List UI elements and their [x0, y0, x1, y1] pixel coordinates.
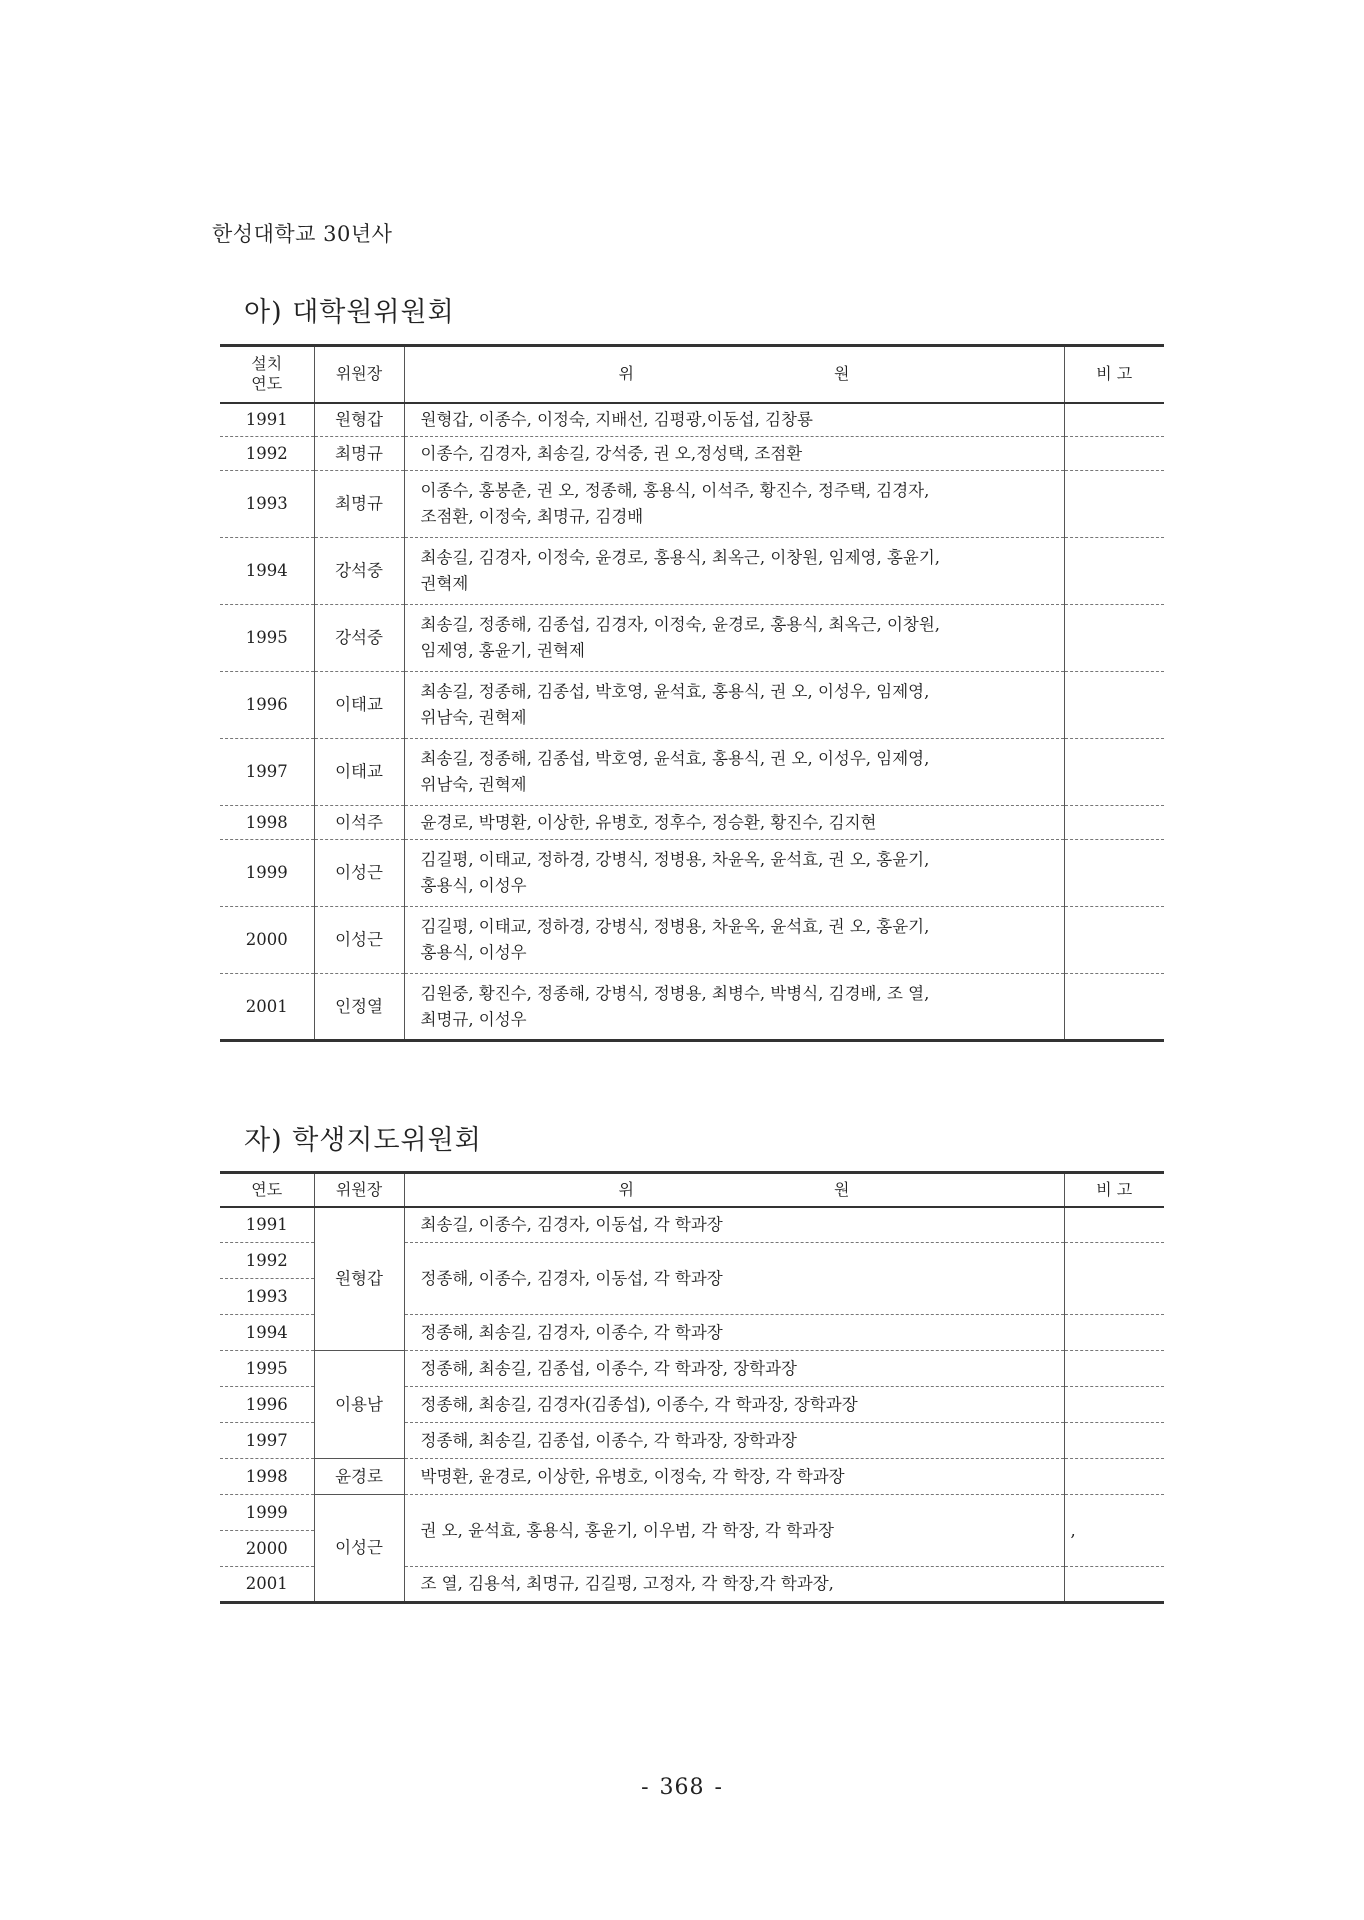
note-cell [1064, 840, 1164, 907]
chair-cell: 이성근 [314, 1495, 404, 1603]
chair-cell: 이성근 [314, 907, 404, 974]
table-row [220, 471, 1164, 538]
year-cell: 1997 [245, 762, 288, 781]
year-cell: 1993 [245, 1286, 288, 1306]
members-cell [404, 672, 1064, 739]
year-cell: 1998 [245, 812, 288, 832]
year-cell: 1994 [245, 561, 288, 580]
note-cell [1064, 605, 1164, 672]
header-chair: 위원장 [314, 346, 404, 403]
chair-cell: 이용남 [314, 1351, 404, 1459]
table-row [220, 840, 1164, 907]
members-cell [404, 840, 1064, 907]
note-cell [1064, 1207, 1164, 1243]
members-cell: 정종해, 최송길, 김종섭, 이종수, 각 학과장, 장학과장 [404, 1351, 1064, 1387]
chair-cell: 윤경로 [314, 1459, 404, 1495]
note-cell [1064, 538, 1164, 605]
note-cell [1064, 739, 1164, 806]
members-cell: 최송길, 이종수, 김경자, 이동섭, 각 학과장 [404, 1207, 1064, 1243]
year-cell: 1993 [245, 494, 288, 513]
members-cell: 박명환, 윤경로, 이상한, 유병호, 이정숙, 각 학장, 각 학과장 [404, 1459, 1064, 1495]
table-row [220, 739, 1164, 806]
members-cell [404, 907, 1064, 974]
members-line: 홍용식, 이성우 [420, 876, 527, 895]
members-line: 위남숙, 권혁제 [420, 708, 527, 727]
chair-cell: 이태교 [314, 672, 404, 739]
year-cell: 1999 [245, 863, 288, 882]
graduate-committee-table [220, 344, 1164, 1042]
members-line: 최송길, 정종해, 김종섭, 김경자, 이정숙, 윤경로, 홍용식, 최옥근, 이창원, [420, 615, 941, 634]
note-cell [1064, 403, 1164, 437]
table-row [220, 605, 1164, 672]
note-cell [1064, 1315, 1164, 1351]
members-cell [404, 739, 1064, 806]
year-cell: 1991 [245, 409, 288, 429]
header-members: 위 원 [404, 346, 1064, 403]
chair-cell: 강석중 [314, 605, 404, 672]
members-line: 최송길, 정종해, 김종섭, 박호영, 윤석효, 홍용식, 권 오, 이성우, 임제영, [420, 749, 930, 768]
members-cell: 정종해, 최송길, 김종섭, 이종수, 각 학과장, 장학과장 [404, 1423, 1064, 1459]
table-row [220, 437, 1164, 471]
chair-cell: 원형갑 [314, 403, 404, 437]
header-note: 비 고 [1064, 346, 1164, 403]
student-guidance-committee-table [220, 1171, 1164, 1604]
note-cell [1064, 471, 1164, 538]
table-header-row [220, 1173, 1164, 1207]
page-number: - 368 - [641, 1775, 723, 1800]
members-cell: 윤경로, 박명환, 이상한, 유병호, 정후수, 정승환, 황진수, 김지현 [404, 806, 1064, 840]
graduate-committee-title: 아) 대학원위원회 [244, 297, 455, 328]
year-cell: 2000 [245, 1538, 288, 1558]
members-cell: 이종수, 김경자, 최송길, 강석중, 권 오,정성택, 조점환 [404, 437, 1064, 471]
note-cell [1064, 806, 1164, 840]
members-line: 권혁제 [420, 574, 469, 593]
page-number-value: 368 [659, 1775, 705, 1800]
year-cell: 1995 [245, 1358, 288, 1378]
chair-cell: 이성근 [314, 840, 404, 907]
note-cell [1064, 672, 1164, 739]
chair-cell: 이석주 [314, 806, 404, 840]
year-cell: 1996 [245, 695, 288, 714]
header-members: 위 원 [404, 1173, 1064, 1207]
note-cell: , [1064, 1495, 1164, 1567]
note-cell [1064, 1423, 1164, 1459]
year-cell: 1994 [245, 1322, 288, 1342]
header-year: 연도 [251, 1179, 283, 1199]
members-line: 김길평, 이태교, 정하경, 강병식, 정병용, 차윤옥, 윤석효, 권 오, 홍윤기, [420, 850, 930, 869]
year-cell: 2001 [245, 996, 288, 1016]
members-cell: 조 열, 김용석, 최명규, 김길평, 고정자, 각 학장,각 학과장, [404, 1567, 1064, 1603]
table-row [220, 974, 1164, 1041]
members-line: 이종수, 홍봉춘, 권 오, 정종해, 홍용식, 이석주, 황진수, 정주택, 김경자, [420, 481, 930, 500]
year-cell: 1999 [245, 1502, 288, 1522]
note-cell [1064, 437, 1164, 471]
year-cell: 1992 [245, 1250, 288, 1270]
members-line: 최송길, 정종해, 김종섭, 박호영, 윤석효, 홍용식, 권 오, 이성우, 임제영, [420, 682, 930, 701]
members-line: 조점환, 이정숙, 최명규, 김경배 [420, 507, 644, 526]
members-cell [404, 538, 1064, 605]
chair-cell: 최명규 [314, 471, 404, 538]
year-cell: 2001 [245, 1574, 288, 1593]
table-row [220, 538, 1164, 605]
note-cell [1064, 1567, 1164, 1603]
chair-cell: 원형갑 [314, 1207, 404, 1351]
year-cell: 1991 [245, 1214, 288, 1234]
year-cell: 2000 [245, 930, 288, 949]
table-row [220, 672, 1164, 739]
chair-cell: 이태교 [314, 739, 404, 806]
running-head: 한성대학교 30년사 [212, 222, 393, 246]
members-cell: 원형갑, 이종수, 이정숙, 지배선, 김평광,이동섭, 김창룡 [404, 403, 1064, 437]
members-cell: 정종해, 최송길, 김경자, 이종수, 각 학과장 [404, 1315, 1064, 1351]
table-row [220, 1207, 1164, 1243]
header-year: 설치 연도 [251, 354, 283, 394]
table-row [220, 907, 1164, 974]
members-line: 김길평, 이태교, 정하경, 강병식, 정병용, 차윤옥, 윤석효, 권 오, 홍윤기, [420, 917, 930, 936]
table-row [220, 1351, 1164, 1387]
members-line: 최명규, 이성우 [420, 1009, 527, 1029]
members-line: 임제영, 홍윤기, 권혁제 [420, 641, 585, 660]
chair-cell: 최명규 [314, 437, 404, 471]
chair-cell: 인정열 [314, 974, 404, 1041]
table-row [220, 806, 1164, 840]
table-row [220, 1495, 1164, 1531]
members-cell [404, 974, 1064, 1041]
members-line: 홍용식, 이성우 [420, 943, 527, 962]
chair-cell: 강석중 [314, 538, 404, 605]
year-cell: 1997 [245, 1430, 288, 1450]
year-cell: 1996 [245, 1394, 288, 1414]
header-chair: 위원장 [314, 1173, 404, 1207]
members-cell [404, 605, 1064, 672]
members-line: 위남숙, 권혁제 [420, 775, 527, 794]
members-line: 김원중, 황진수, 정종해, 강병식, 정병용, 최병수, 박병식, 김경배, 조 열, [420, 983, 930, 1003]
note-cell [1064, 907, 1164, 974]
student-guidance-committee-title: 자) 학생지도위원회 [244, 1125, 482, 1156]
note-cell [1064, 1387, 1164, 1423]
members-line: 최송길, 김경자, 이정숙, 윤경로, 홍용식, 최옥근, 이창원, 임제영, 홍윤기, [420, 548, 941, 567]
members-cell [404, 471, 1064, 538]
table-row [220, 403, 1164, 437]
members-cell: 정종해, 이종수, 김경자, 이동섭, 각 학과장 [404, 1243, 1064, 1315]
note-cell [1064, 1351, 1164, 1387]
year-cell: 1995 [245, 628, 288, 647]
members-cell: 정종해, 최송길, 김경자(김종섭), 이종수, 각 학과장, 장학과장 [404, 1387, 1064, 1423]
table-header-row [220, 346, 1164, 403]
note-cell [1064, 974, 1164, 1041]
year-cell: 1998 [245, 1466, 288, 1486]
note-cell [1064, 1459, 1164, 1495]
header-note: 비 고 [1064, 1173, 1164, 1207]
members-cell: 권 오, 윤석효, 홍용식, 홍윤기, 이우범, 각 학장, 각 학과장 [404, 1495, 1064, 1567]
table-row [220, 1459, 1164, 1495]
year-cell: 1992 [245, 443, 288, 463]
note-cell [1064, 1243, 1164, 1315]
